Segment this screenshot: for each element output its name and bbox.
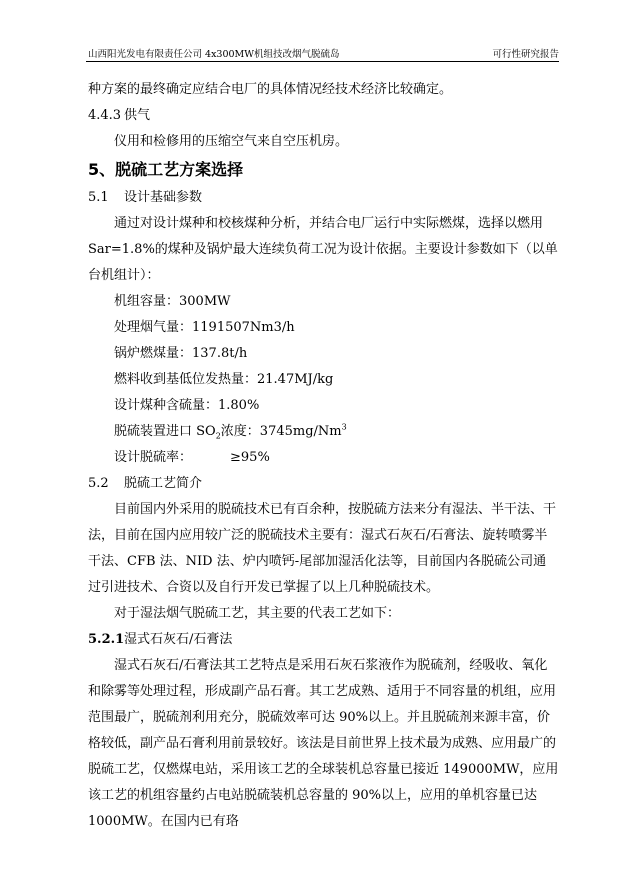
section-number: 4.4.3 [88,108,122,123]
nm3-superscript: 3 [341,422,347,432]
paragraph-design-basis: 通过对设计煤种和校核煤种分析，并结合电厂运行中实际燃煤，选择以燃用Sar=1.8%的煤种及锅炉最大连续负荷工况为设计依据。主要设计参数如下（以单台机组计）： [88,216,558,283]
paragraph-continuation: 种方案的最终确定应结合电厂的具体情况经技术经济比较确定。 [88,82,453,97]
chapter-5-heading: 5、脱硫工艺方案选择 [88,160,244,179]
eff-label: 设计脱硫率： [114,450,193,465]
param-heating-value: 燃料收到基低位发热量：21.47MJ/kg [114,372,334,387]
paragraph-air-supply: 仪用和检修用的压缩空气来自空压机房。 [114,134,349,149]
param-coal-consumption: 锅炉燃煤量：137.8t/h [114,346,248,361]
section-number: 5.1 [88,190,109,205]
page-header [88,44,559,60]
inlet-label-b: 浓度：3745mg/Nm [220,424,342,439]
paragraph-technologies: 目前国内外采用的脱硫技术已有百余种，按脱硫方法来分有湿法、半干法、干法，目前在国内应用较广泛的脱硫技术主要有：湿式石灰石/石膏法、旋转喷雾半干法、CFB 法、NID 法、炉内喷钙-尾部加湿活化法等，目前国内各脱硫公司通过引进技术、合资以及自行开发已掌握了以上几种脱硫技术。 [88,502,557,595]
document-body [88,77,559,835]
section-title: 湿式石灰石/石膏法 [124,632,233,647]
eff-value: ≥95% [230,450,270,465]
param-unit-capacity: 机组容量：300MW [114,294,231,309]
header-left-text: 山西阳光发电有限责任公司 4x300MW机组技改烟气脱硫岛 [88,49,340,60]
header-rule [86,61,559,62]
header-right-text: 可行性研究报告 [492,49,559,60]
param-inlet-so2 [88,419,559,445]
inlet-label-a: 脱硫装置进口 SO [114,424,216,439]
paragraph-limestone-gypsum: 湿式石灰石/石膏法其工艺特点是采用石灰石浆液作为脱硫剂，经吸收、氧化和除雾等处理过程，形成副产品石膏。其工艺成熟、适用于不同容量的机组，应用范围最广，脱硫剂利用充分，脱硫效率可达 90%以上。并且脱硫剂来源丰富，价格较低，副产品石膏利用前景较好。该法是目前世界上技术最为成熟、应用最广的脱硫工艺，仅燃煤电站，采用该工艺的全球装机总容量已接近 149000MW，应用该工艺的机组容量约占电站脱硫装机总容量的 90%以上，应用的单机容量已达 1000MW。在国内已有珞 [88,658,559,829]
section-number: 5.2.1 [88,632,125,647]
param-flue-gas-volume: 处理烟气量：1191507Nm3/h [114,320,295,335]
section-number: 5.2 [88,476,109,491]
so2-subscript: 2 [215,431,221,441]
section-4-4-3-heading [88,103,559,129]
section-5-2-heading [88,471,559,497]
param-desulfurization-rate [88,445,559,471]
paragraph-wet-process-intro: 对于湿法烟气脱硫工艺，其主要的代表工艺如下： [114,606,401,621]
section-title: 设计基础参数 [124,190,203,205]
section-title: 供气 [124,108,151,123]
section-5-1-heading [88,185,559,211]
section-title: 脱硫工艺简介 [124,476,203,491]
section-5-2-1-heading [88,627,559,653]
param-sulfur-content: 设计煤种含硫量：1.80% [114,398,260,413]
